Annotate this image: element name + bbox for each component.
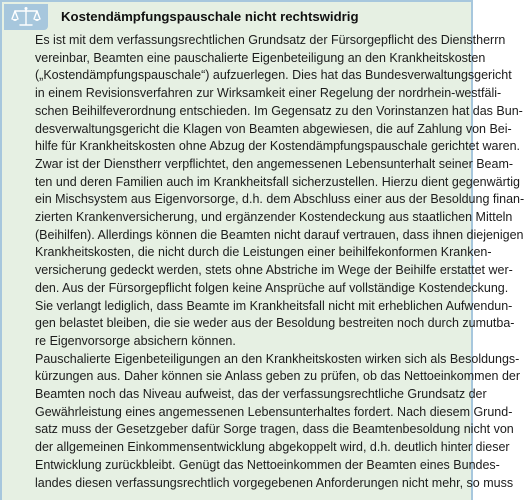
text-line: zierten Krankenversicherung, und ergänzender Kostendeckung aus staatlichen Mitteln: [35, 210, 513, 225]
text-line: Es ist mit dem verfassungsrechtlichen Grundsatz der Fürsorgepflicht des Dienstherrn: [35, 33, 506, 47]
article-headline: Kostendämpfungspauschale nicht rechtswidrig: [61, 9, 359, 24]
text-line: ein Mischsystem aus Eigenvorsorge, d.h. dem Abschluss einer aus der Besoldung finan-: [35, 192, 524, 207]
text-line: Pauschalierte Eigenbeteiligungen an den Krankheitskosten wirken sich als Besoldungs-: [35, 351, 520, 366]
text-line: schen Beihilfeverordnung entschieden. Im Gegensatz zu den Vorinstanzen hat das Bun-: [35, 103, 523, 118]
text-line: hilfe für Krankheitskosten ohne Abzug der Kostendämpfungspauschale gerichtet waren.: [35, 139, 521, 154]
text-line: Krankheitskosten, die nicht durch die Leistungen einer beihilfekonformen Kranken-: [35, 245, 492, 260]
text-line: satz muss der Gesetzgeber dafür Sorge tragen, dass die Beamtenbesoldung nicht von: [35, 422, 514, 437]
text-line: („Kostendämpfungspauschale“) aufzuerlegen. Dies hat das Bundesverwaltungsgericht: [35, 68, 512, 83]
text-line: (Beihilfen). Allerdings können die Beamten nicht darauf vertrauen, dass ihnen diejenigen: [35, 227, 524, 242]
text-line: Beamten noch das Niveau aufweist, das der verfassungsrechtliche Grundsatz der: [35, 387, 487, 402]
text-line: Zwar ist der Dienstherr verpflichtet, den angemessenen Lebensunterhalt seiner Beam-: [35, 156, 514, 171]
text-line: desverwaltungsgericht die Klagen von Beamten abgewiesen, die auf Zahlung von Bei-: [35, 121, 512, 136]
text-line: Gewährleistung eines angemessenen Lebensunterhaltes fordert. Nach diesem Grund-: [35, 404, 513, 419]
text-line: Entwicklung zurückbleibt. Genügt das Nettoeinkommen der Beamten eines Bundes-: [35, 457, 500, 472]
paragraph-1: [35, 32, 524, 351]
text-line: landes diesen verfassungsrechtlich vorgegebenen Anforderungen nicht mehr, so muss: [35, 475, 514, 490]
paragraph-2: [35, 351, 521, 493]
text-line: versicherung gedeckt werden, stets ohne Abstriche im Wege der Beihilfe erstattet wer-: [35, 263, 513, 278]
text-line: vereinbar, Beamten eine pauschalierte Eigenbeteiligung an den Krankheitskosten: [35, 50, 486, 65]
article-body: [35, 32, 524, 492]
scales-of-justice-icon: [11, 6, 41, 28]
text-line: kürzungen aus. Daher können sie Anlass geben zu prüfen, ob das Nettoeinkommen der: [35, 369, 521, 384]
logo: [4, 4, 48, 30]
text-line: den. Aus der Fürsorgepflicht folgen keine Ansprüche auf vollständige Kostendeckung.: [35, 280, 509, 295]
text-line: in einem Revisionsverfahren zur Wirksamkeit einer Regelung der nordrhein-westfäli-: [35, 86, 502, 101]
text-line: ten und deren Familien auch im Krankheitsfall sicherzustellen. Hierzu dient gegenwärtig: [35, 174, 520, 189]
text-line: Sie verlangt lediglich, dass Beamte im Krankheitsfall nicht mit erheblichen Aufwendun-: [35, 298, 513, 313]
text-line: re Eigenvorsorge absichern können.: [35, 333, 236, 348]
text-line: der allgemeinen Einkommensentwicklung abgekoppelt wird, d.h. deutlich hinter dieser: [35, 440, 510, 455]
text-line: gen belastet bleiben, die sie weder aus der Besoldung bestreiten noch durch zumutba-: [35, 316, 515, 331]
